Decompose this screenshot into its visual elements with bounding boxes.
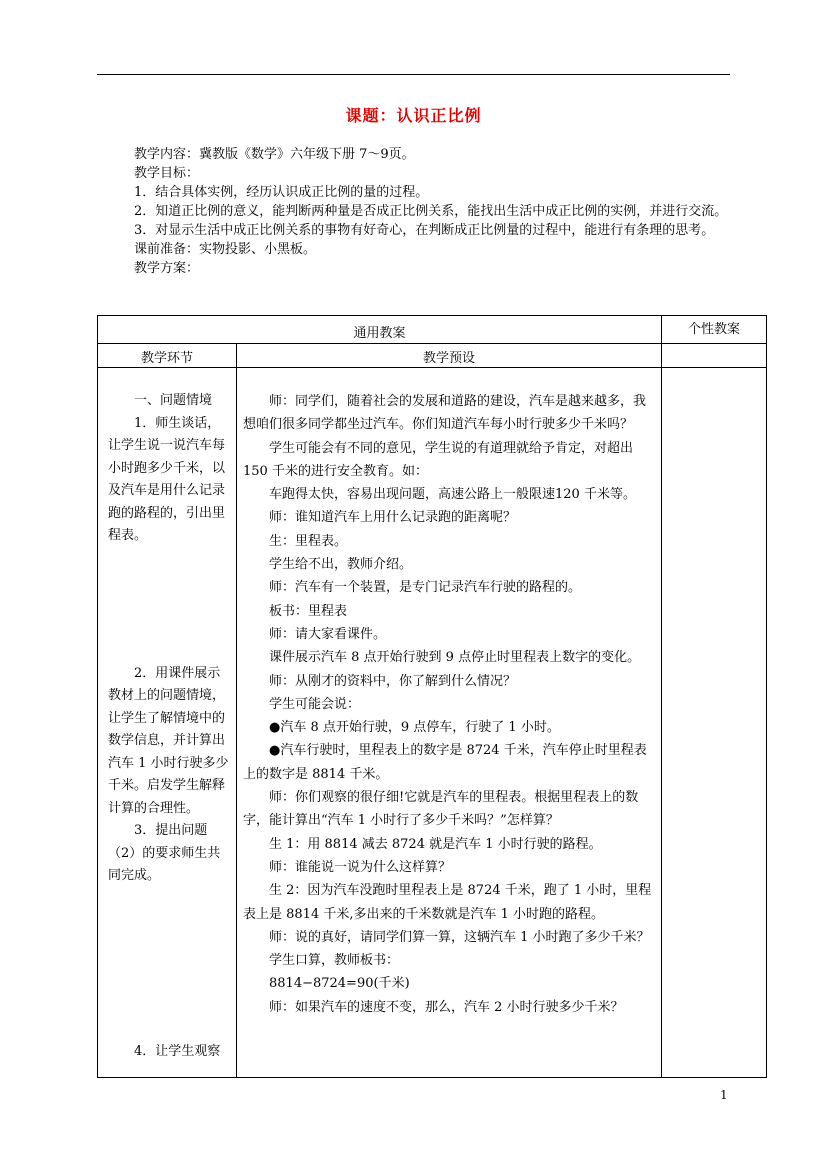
preset-line: 师：请大家看课件。 (269, 626, 387, 642)
preset-line: 师：谁知道汽车上用什么记录跑的距离呢？ (269, 510, 517, 526)
column-personal-empty (662, 344, 767, 368)
header-general-plan: 通用教案 (98, 316, 662, 344)
preset-line: 生 2：因为汽车没跑时里程表上是 8724 千米，跑了 1 小时，里程表上是 8814 千米,多出来的千米数就是汽车 1 小时跑的路程。 (243, 883, 652, 922)
preparation: 课前准备：实物投影、小黑板。 (134, 242, 317, 257)
preset-line: 学生给不出，教师介绍。 (269, 557, 413, 573)
personal-plan-cell (662, 368, 767, 1078)
preset-line: 8814−8724=90(千米) (269, 976, 410, 992)
page-number: 1 (720, 1088, 728, 1102)
preset-line: 师：同学们，随着社会的发展和道路的建设，汽车是越来越多，我想咱们很多同学都坐过汽车。你们知道汽车每小时行驶多少千米吗？ (243, 394, 647, 433)
preset-cell (237, 368, 662, 1078)
goal-3: 3．对显示生活中成正比例关系的事物有好奇心，在判断成正比例量的过程中，能进行有条理的思考。 (134, 223, 715, 238)
goal-2: 2．知道正比例的意义，能判断两种量是否成正比例关系，能找出生活中成正比例的实例，并进行交流。 (134, 204, 728, 219)
column-teaching-preset: 教学预设 (237, 344, 662, 368)
preset-line: 师：如果汽车的速度不变，那么，汽车 2 小时行驶多少千米？ (269, 999, 624, 1015)
preset-line: ●汽车行驶时，里程表上的数字是 8724 千米，汽车停止时里程表上的数字是 8814 千米。 (243, 743, 647, 782)
stage-item: 1．师生谈话，让学生说一说汽车每小时跑多少千米，以及汽车是用什么记录跑的路程的，引出里程表。 (108, 415, 226, 543)
stage-item: 4．让学生观察 (134, 1043, 221, 1059)
header-rule (97, 74, 730, 75)
stage-cell (98, 368, 237, 1078)
goal-1: 1．结合具体实例，经历认识成正比例的量的过程。 (134, 185, 429, 200)
preset-line: 学生口算，教师板书： (269, 953, 400, 969)
preset-line: 车跑得太快，容易出现问题，高速公路上一般限速120 千米等。 (269, 487, 636, 503)
preset-line: 师：你们观察的很仔细!它就是汽车的里程表。根据里程表上的数字，能计算出“汽车 1 小时行了多少千米吗？”怎样算？ (243, 790, 639, 829)
column-teaching-stage: 教学环节 (98, 344, 237, 368)
lesson-title: 课题：认识正比例 (345, 106, 482, 125)
stage-item: 2．用课件展示教材上的问题情境，让学生了解情境中的数学信息，并计算出汽车 1 小时行驶多少千米。启发学生解释计算的合理性。 (108, 665, 229, 816)
stage-item: 一、问题情境 (134, 393, 213, 408)
header-personal-plan: 个性教案 (662, 316, 767, 344)
preset-line: 生：里程表。 (269, 533, 348, 549)
preset-line: 学生可能会说： (269, 696, 361, 712)
stage-item: 3．提出问题（2）的要求师生共同完成。 (108, 823, 221, 883)
preset-line: 学生可能会有不同的意见，学生说的有道理就给予肯定，对超出150 千米的进行安全教育。如： (243, 440, 634, 479)
intro-section (108, 145, 733, 278)
lesson-plan-table (97, 315, 767, 1078)
preset-line: 生 1：用 8814 减去 8724 就是汽车 1 小时行驶的路程。 (269, 836, 602, 852)
preset-line: 板书：里程表 (269, 603, 348, 619)
preset-line: 师：从刚才的资料中，你了解到什么情况？ (269, 673, 517, 689)
preset-line: 师：汽车有一个装置，是专门记录汽车行驶的路程的。 (269, 580, 582, 596)
preset-line: 师：谁能说一说为什么这样算？ (269, 859, 452, 875)
plan-label: 教学方案： (134, 261, 200, 276)
teaching-content: 教学内容：冀教版《数学》六年级下册 7～9页。 (134, 147, 415, 162)
teaching-goals-label: 教学目标： (134, 166, 200, 181)
preset-line: 课件展示汽车 8 点开始行驶到 9 点停止时里程表上数字的变化。 (269, 650, 641, 666)
preset-line: ●汽车 8 点开始行驶，9 点停车，行驶了 1 小时。 (269, 720, 560, 736)
preset-line: 师：说的真好，请同学们算一算，这辆汽车 1 小时跑了多少千米？ (269, 929, 650, 945)
